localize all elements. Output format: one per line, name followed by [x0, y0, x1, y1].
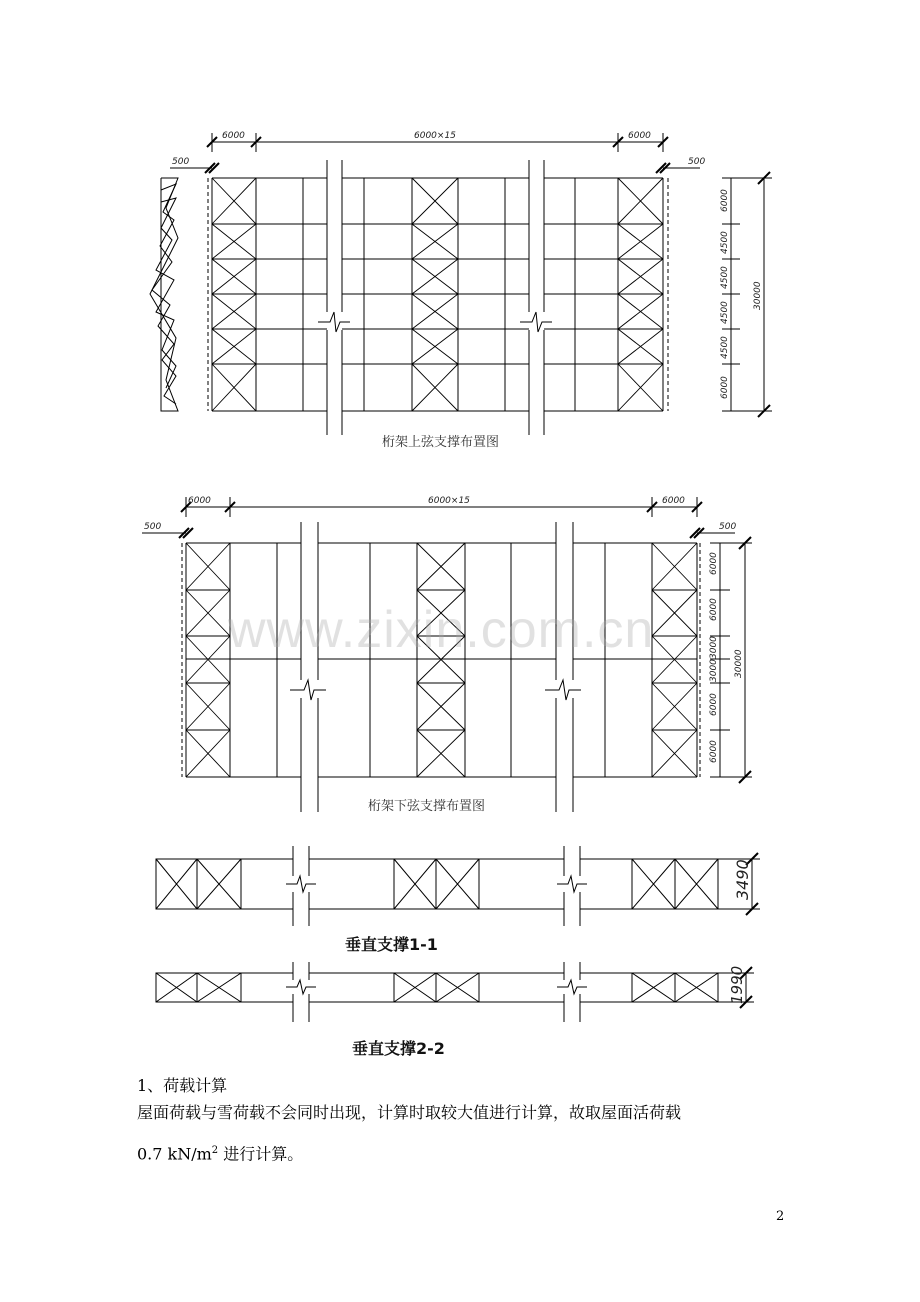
dim-label: 500 [719, 522, 737, 532]
dim-label: 500 [172, 157, 190, 167]
dim-label: 6000 [222, 131, 245, 141]
dim-label: 6000 [720, 189, 730, 212]
dim-label: 6000 [662, 496, 685, 506]
vertical-height: 3490 [733, 859, 752, 900]
body-line-2-rest: 进行计算。 [218, 1144, 304, 1164]
dim-label: 4500 [720, 336, 730, 359]
page-number: 2 [776, 1209, 785, 1224]
dim-label: 6000×15 [428, 496, 470, 506]
body-line-1: 屋面荷载与雪荷载不会同时出现，计算时取较大值进行计算，故取屋面活荷载 [137, 1103, 682, 1122]
unit-superscript: 2 [211, 1145, 219, 1156]
dim-label: 6000 [709, 693, 719, 716]
dim-label: 4500 [720, 231, 730, 254]
watermark: www.zixin.com.cn [228, 601, 655, 659]
drawing-caption: 桁架上弦支撑布置图 [382, 435, 500, 450]
dim-total: 30000 [753, 281, 763, 310]
dim-label: 6000 [720, 376, 730, 399]
dim-label: 4500 [720, 301, 730, 324]
dim-label: 3000 [709, 659, 719, 682]
dim-label: 500 [688, 157, 706, 167]
section-heading: 1、荷载计算 [137, 1076, 228, 1095]
vertical-height: 1990 [728, 965, 746, 1004]
dim-label: 6000 [709, 740, 719, 763]
dim-label: 500 [144, 522, 162, 532]
dim-label: 6000 [709, 552, 719, 575]
drawing-caption: 垂直支撑2-2 [352, 1039, 445, 1058]
body-line-2 [137, 1137, 797, 1167]
drawing-caption: 桁架下弦支撑布置图 [368, 799, 486, 814]
load-value: 0.7 kN/m [137, 1144, 212, 1164]
dim-label: 6000 [188, 496, 211, 506]
dim-total: 30000 [734, 649, 744, 678]
dim-label: 4500 [720, 266, 730, 289]
dim-label: 3000 [709, 636, 719, 659]
dim-label: 6000 [628, 131, 651, 141]
dim-label: 6000 [709, 598, 719, 621]
dim-label: 6000×15 [414, 131, 456, 141]
drawing-caption: 垂直支撑1-1 [345, 935, 438, 954]
